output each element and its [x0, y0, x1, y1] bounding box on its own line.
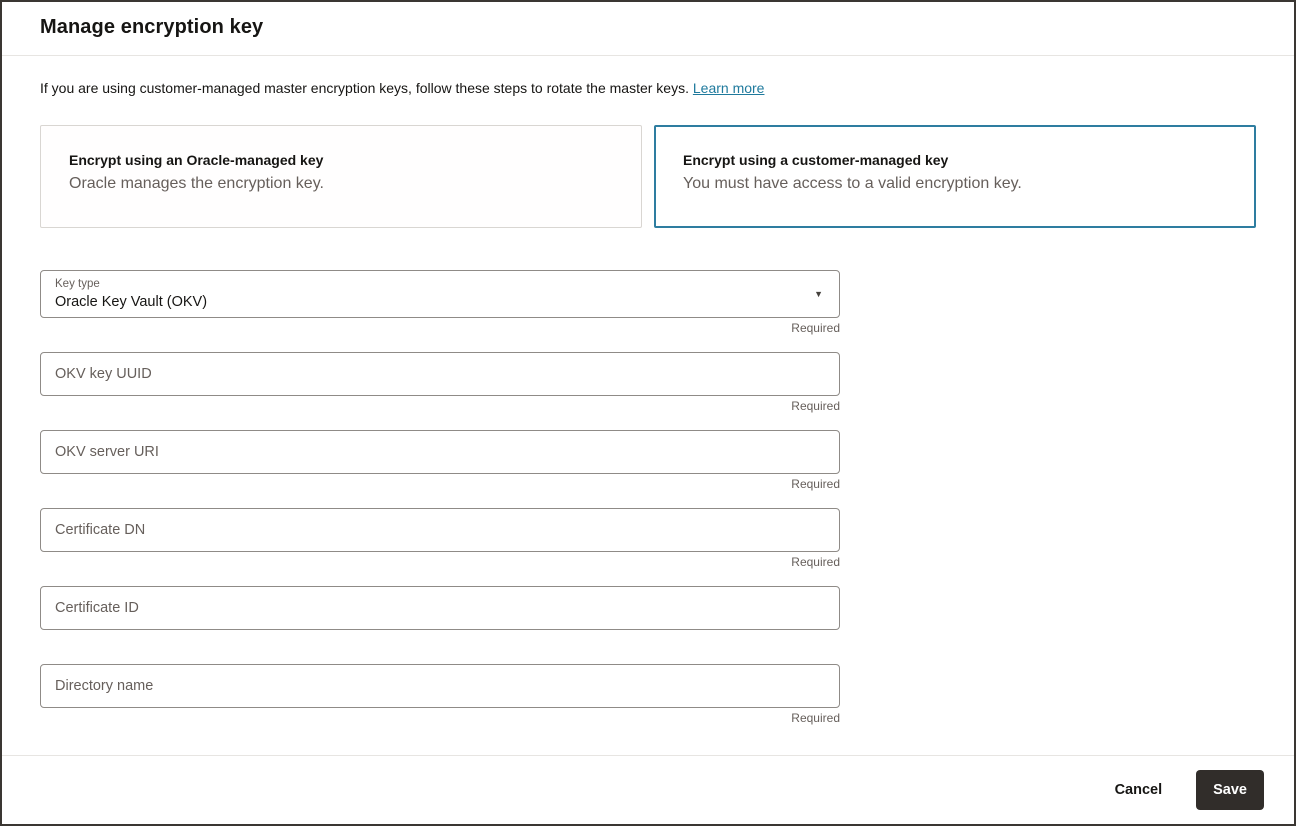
- option-card-oracle-managed[interactable]: [40, 125, 642, 228]
- encryption-key-form: [40, 270, 840, 726]
- required-badge: Required: [791, 555, 840, 569]
- required-badge: Required: [791, 711, 840, 725]
- field-group-key-type: [40, 270, 840, 336]
- key-type-select[interactable]: [40, 270, 840, 318]
- dialog-description: [40, 80, 1256, 96]
- certificate-dn-input[interactable]: [40, 508, 840, 552]
- required-badge: Required: [791, 477, 840, 491]
- description-text: If you are using customer-managed master encryption keys, follow these steps to rotate the master keys.: [40, 80, 689, 96]
- cancel-button[interactable]: Cancel: [1109, 772, 1169, 808]
- option-card-subtitle: You must have access to a valid encryption key.: [683, 175, 1022, 192]
- save-button[interactable]: Save: [1196, 770, 1264, 810]
- required-badge: Required: [791, 399, 840, 413]
- encryption-option-cards: [40, 125, 1256, 228]
- chevron-down-icon: ▼: [814, 289, 823, 299]
- dialog-body: [2, 56, 1294, 755]
- dialog-header: [2, 2, 1294, 56]
- key-type-label: Key type: [55, 278, 100, 290]
- option-card-customer-managed[interactable]: [654, 125, 1256, 228]
- option-card-subtitle: Oracle manages the encryption key.: [69, 175, 324, 192]
- field-group-okv-key-uuid: [40, 352, 840, 414]
- required-badge: Required: [791, 321, 840, 335]
- page-title: Manage encryption key: [40, 16, 264, 38]
- okv-key-uuid-input[interactable]: [40, 352, 840, 396]
- option-card-title: Encrypt using an Oracle-managed key: [69, 152, 324, 168]
- field-group-certificate-id: [40, 586, 840, 648]
- directory-name-input[interactable]: [40, 664, 840, 708]
- option-card-title: Encrypt using a customer-managed key: [683, 152, 949, 168]
- field-group-certificate-dn: [40, 508, 840, 570]
- field-group-directory-name: [40, 664, 840, 726]
- okv-server-uri-input[interactable]: [40, 430, 840, 474]
- required-badge: [40, 633, 840, 648]
- dialog-footer: [2, 755, 1294, 824]
- key-type-value: Oracle Key Vault (OKV): [55, 293, 208, 310]
- field-group-okv-server-uri: [40, 430, 840, 492]
- certificate-id-input[interactable]: [40, 586, 840, 630]
- learn-more-link[interactable]: Learn more: [692, 80, 765, 96]
